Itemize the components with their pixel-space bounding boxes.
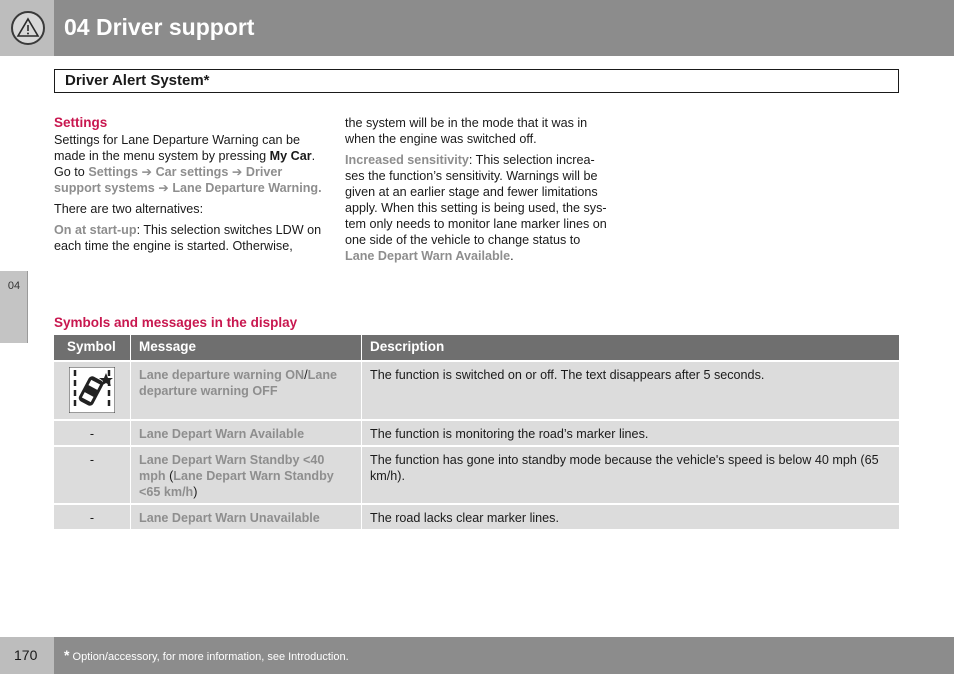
description-cell: The function has gone into standby mode because the vehicle's speed is below 40 mph (65 km/h).	[362, 447, 899, 503]
increased-sensitivity-term: Increased sensitivity	[345, 153, 469, 167]
footer-note-text: Option/accessory, for more information, see Introduction.	[72, 651, 349, 663]
text: : This selection switches LDW on each time the engine is started. Otherwise,	[54, 223, 322, 253]
text: : This selection increa-ses the function’s sensitivity. Warnings will be given at an earlier stage and fewer limitations apply. When this setting is being used, the sys-tem only needs to monitor lane marker lines on one side of the vehicle to change status to	[345, 153, 607, 247]
on-at-startup-paragraph	[54, 222, 326, 254]
table-row	[54, 505, 899, 529]
symbol-cell: -	[54, 447, 130, 503]
warning-triangle-icon	[11, 11, 45, 45]
description-cell: The function is switched on or off. The text disappears after 5 seconds.	[362, 362, 899, 419]
arrow-right-icon: ➔	[158, 181, 169, 195]
message-text: Lane Depart Warn Unavailable	[139, 511, 320, 525]
text: .	[318, 181, 322, 195]
settings-heading: Settings	[54, 115, 108, 130]
menu-path-driver-support: Driver support systems	[54, 165, 283, 195]
text: .	[510, 249, 514, 263]
paren: (	[165, 469, 174, 483]
lane-depart-available-term: Lane Depart Warn Available	[345, 249, 511, 263]
table-row	[54, 362, 899, 419]
arrow-right-icon: ➔	[231, 165, 243, 179]
footer-note	[64, 647, 349, 663]
message-text: Lane Depart Warn Available	[139, 427, 305, 441]
table-row	[54, 447, 899, 503]
column-header-symbol: Symbol	[54, 335, 130, 360]
symbol-cell: -	[54, 421, 130, 445]
column-header-message: Message	[131, 335, 361, 360]
column-header-description: Description	[362, 335, 899, 360]
description-cell: The function is monitoring the road’s marker lines.	[362, 421, 899, 445]
symbol-cell	[54, 362, 130, 419]
text: Settings for Lane Departure Warning can be made in the menu system by pressing	[54, 133, 300, 163]
message-cell	[131, 505, 361, 529]
settings-paragraph	[54, 132, 326, 196]
section-title-box	[54, 69, 899, 93]
alternatives-paragraph: There are two alternatives:	[54, 202, 204, 216]
message-cell	[131, 447, 361, 503]
page-number: 170	[14, 647, 38, 663]
on-at-startup-term: On at start-up	[54, 223, 137, 237]
table-row	[54, 421, 899, 445]
message-cell	[131, 362, 361, 419]
header-left-block	[0, 0, 54, 56]
separator: /	[304, 368, 308, 382]
message-text: Lane departure warning ON	[139, 368, 305, 382]
message-text: Lane Depart Warn Standby <40 mph	[139, 453, 325, 483]
table-header-row	[54, 335, 899, 360]
chapter-title: 04 Driver support	[64, 14, 255, 40]
mode-paragraph: the system will be in the mode that it was in when the engine was switched off.	[345, 116, 588, 146]
message-cell	[131, 421, 361, 445]
text: . Go to	[54, 149, 316, 179]
symbol-cell: -	[54, 505, 130, 529]
table-heading: Symbols and messages in the display	[54, 315, 298, 330]
menu-path-settings: Settings	[88, 165, 138, 179]
increased-sensitivity-paragraph	[345, 152, 613, 264]
description-cell: The road lacks clear marker lines.	[362, 505, 899, 529]
menu-path-car-settings: Car settings	[155, 165, 229, 179]
chapter-side-tab	[0, 271, 28, 343]
right-column	[345, 115, 613, 269]
lane-departure-icon	[69, 367, 115, 413]
paren: )	[193, 485, 198, 499]
message-text: Lane departure warning OFF	[139, 368, 338, 398]
section-title: Driver Alert System*	[65, 72, 210, 89]
messages-table	[54, 335, 899, 529]
my-car-term: My Car	[269, 149, 312, 163]
menu-path-lane-departure: Lane Departure Warning	[172, 181, 319, 195]
arrow-right-icon: ➔	[141, 165, 153, 179]
message-text: Lane Depart Warn Standby <65 km/h	[139, 469, 334, 499]
asterisk: *	[64, 647, 70, 663]
side-tab-label: 04	[7, 280, 21, 292]
left-column	[54, 115, 326, 259]
